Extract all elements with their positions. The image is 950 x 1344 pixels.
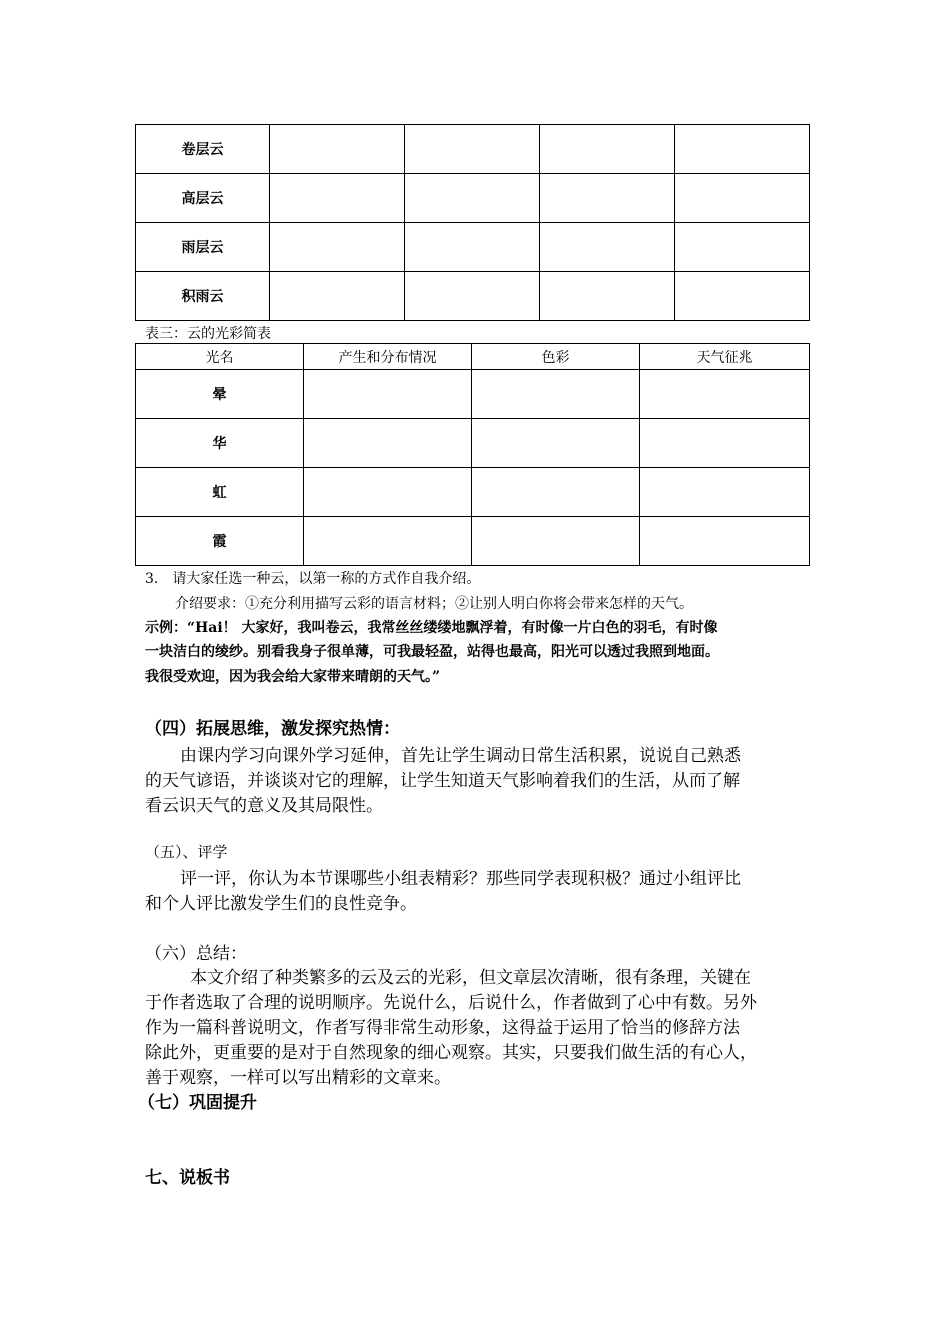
paragraph-line: 看云识天气的意义及其局限性。 (145, 796, 383, 816)
light-name-cell: 晕 (136, 370, 304, 419)
item-3-title: 3． 请大家任选一种云，以第一称的方式作自我介绍。 (145, 571, 481, 587)
column-header: 光名 (136, 344, 304, 370)
empty-cell (675, 272, 810, 321)
empty-cell (472, 419, 640, 468)
cloud-name-cell: 高层云 (136, 174, 270, 223)
empty-cell (540, 272, 675, 321)
table-row (136, 370, 810, 419)
column-header: 产生和分布情况 (304, 344, 472, 370)
light-name-cell: 华 (136, 419, 304, 468)
paragraph-line: 除此外，更重要的是对于自然现象的细心观察。其实，只要我们做生活的有心人， (145, 1043, 757, 1063)
table-row (136, 223, 810, 272)
section-7-heading: （七）巩固提升 (138, 1093, 257, 1113)
example-line: 一块洁白的绫纱。别看我身子很单薄，可我最轻盈，站得也最高，阳光可以透过我照到地面。 (145, 644, 719, 660)
column-header: 天气征兆 (640, 344, 810, 370)
empty-cell (472, 370, 640, 419)
empty-cell (405, 223, 540, 272)
example-line: 示例：“Hai！ 大家好，我叫卷云，我常丝丝缕缕地飘浮着，有时像一片白色的羽毛，有时像 (145, 620, 718, 636)
paragraph-line: 的天气谚语，并谈谈对它的理解，让学生知道天气影响着我们的生活，从而了解 (145, 771, 740, 791)
table-header-row (136, 344, 810, 370)
table-row (136, 272, 810, 321)
paragraph-line: 由课内学习向课外学习延伸，首先让学生调动日常生活积累，说说自己熟悉 (180, 746, 741, 766)
empty-cell (675, 223, 810, 272)
empty-cell (270, 174, 405, 223)
board-writing-heading: 七、说板书 (145, 1168, 230, 1188)
empty-cell (540, 223, 675, 272)
empty-cell (270, 272, 405, 321)
empty-cell (640, 468, 810, 517)
paragraph-line: 于作者选取了合理的说明顺序。先说什么，后说什么，作者做到了心中有数。另外 (145, 993, 757, 1013)
paragraph-line: 评一评，你认为本节课哪些小组表精彩？那些同学表现积极？通过小组评比 (180, 869, 741, 889)
paragraph-line: 本文介绍了种类繁多的云及云的光彩，但文章层次清晰，很有条理，关键在 (190, 968, 751, 988)
empty-cell (270, 223, 405, 272)
empty-cell (640, 517, 810, 566)
empty-cell (304, 370, 472, 419)
empty-cell (472, 517, 640, 566)
table-caption: 表三：云的光彩简表 (145, 326, 271, 342)
section-5-heading: （五）、评学 (145, 843, 228, 861)
cloud-name-cell: 雨层云 (136, 223, 270, 272)
light-name-cell: 霞 (136, 517, 304, 566)
empty-cell (405, 125, 540, 174)
empty-cell (405, 272, 540, 321)
empty-cell (304, 468, 472, 517)
empty-cell (405, 174, 540, 223)
empty-cell (675, 174, 810, 223)
cloud-table (135, 124, 810, 321)
empty-cell (640, 419, 810, 468)
empty-cell (304, 419, 472, 468)
empty-cell (675, 125, 810, 174)
cloud-name-cell: 卷层云 (136, 125, 270, 174)
empty-cell (640, 370, 810, 419)
table-row (136, 517, 810, 566)
empty-cell (540, 125, 675, 174)
paragraph-line: 善于观察，一样可以写出精彩的文章来。 (145, 1068, 451, 1088)
table-row (136, 419, 810, 468)
empty-cell (304, 517, 472, 566)
paragraph-line: 和个人评比激发学生们的良性竞争。 (145, 894, 417, 914)
empty-cell (540, 174, 675, 223)
empty-cell (270, 125, 405, 174)
section-4-heading: （四）拓展思维，激发探究热情： (145, 719, 400, 739)
table-row (136, 468, 810, 517)
empty-cell (472, 468, 640, 517)
item-3-requirement: 介绍要求：①充分利用描写云彩的语言材料；②让别人明白你将会带来怎样的天气。 (175, 596, 693, 612)
table-row (136, 125, 810, 174)
paragraph-line: 作为一篇科普说明文，作者写得非常生动形象，这得益于运用了恰当的修辞方法 (145, 1018, 740, 1038)
section-6-heading: （六）总结： (145, 944, 247, 964)
light-phenomena-table (135, 343, 810, 566)
column-header: 色彩 (472, 344, 640, 370)
cloud-name-cell: 积雨云 (136, 272, 270, 321)
light-name-cell: 虹 (136, 468, 304, 517)
table-row (136, 174, 810, 223)
example-line: 我很受欢迎，因为我会给大家带来晴朗的天气。” (145, 669, 441, 685)
